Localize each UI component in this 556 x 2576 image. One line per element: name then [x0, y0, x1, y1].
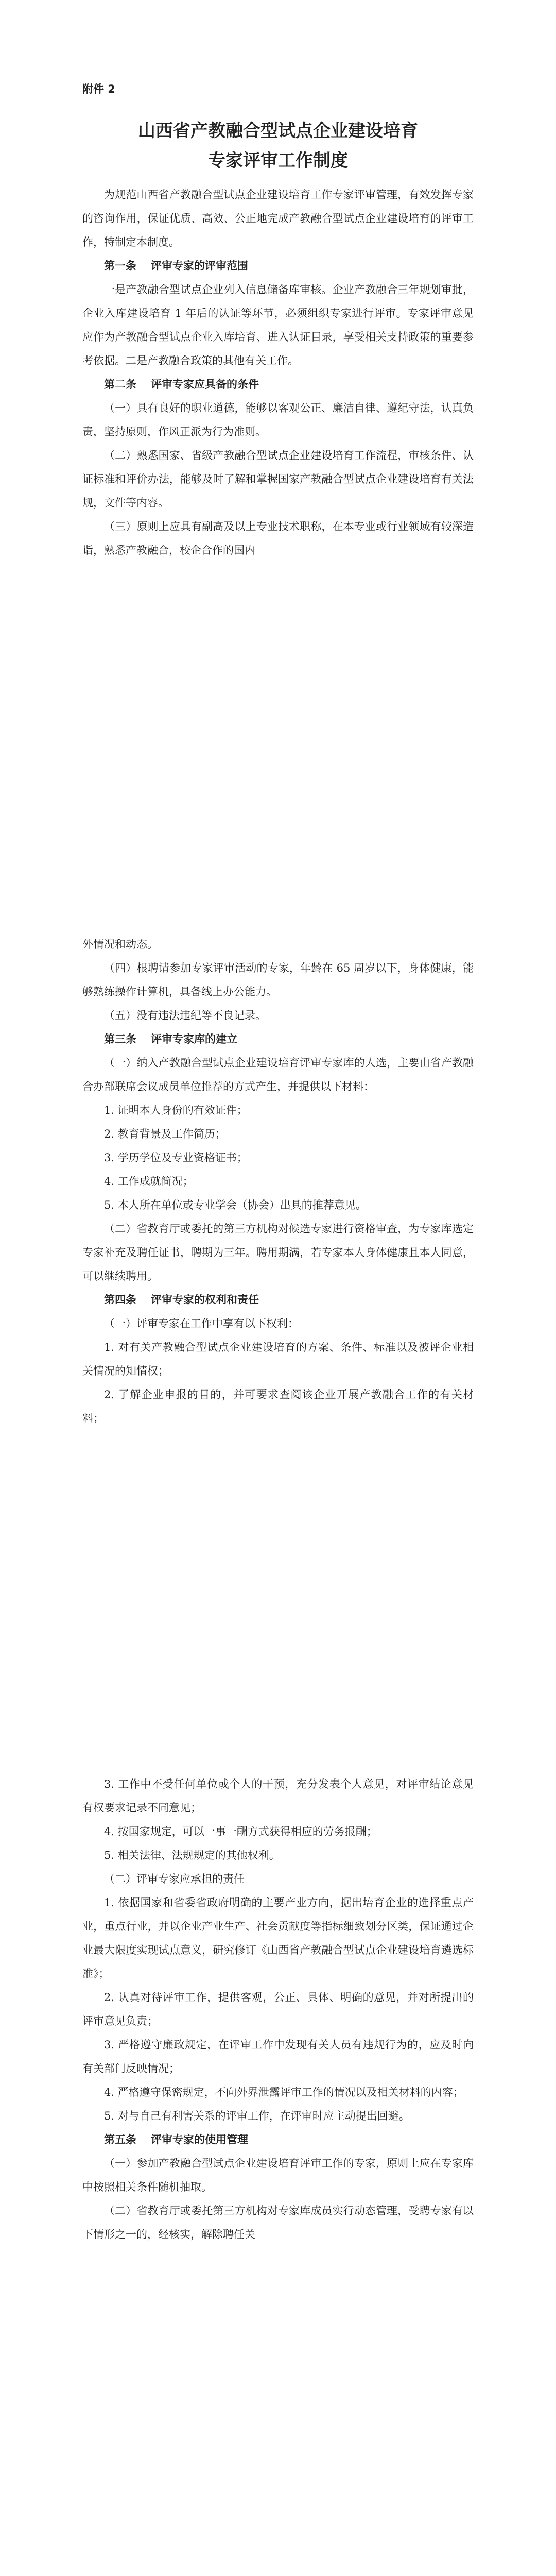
attachment-label: 附件 2 [82, 83, 115, 95]
intro-paragraph: 为规范山西省产教融合型试点企业建设培育工作专家评审管理，有效发挥专家的咨询作用，保证优质、高效、公正地完成产教融合型试点企业建设培育的评审工作，特制定本制度。 [82, 189, 474, 248]
article-title: 评审专家的评审范围 [151, 260, 248, 272]
article-3-paragraph: （二）省教育厅或委托的第三方机构对候选专家进行资格审查，为专家库选定专家补充及聘任证书，聘期为三年。聘用期满，若专家本人身体健康且本人同意，可以继续聘用。 [82, 1223, 474, 1282]
article-4-paragraph: 5. 对与自己有利害关系的评审工作，在评审时应主动提出回避。 [104, 2110, 410, 2122]
article-title: 评审专家应具备的条件 [151, 378, 259, 391]
article-4-paragraph: （一）评审专家在工作中享有以下权利： [104, 1317, 299, 1330]
article-2-paragraph: （五）没有违法违纪等不良记录。 [104, 1009, 266, 1022]
article-title: 评审专家的权利和责任 [151, 1294, 259, 1306]
article-4-paragraph: 1. 对有关产教融合型试点企业建设培育的方案、条件、标准以及被评企业相关情况的知情权； [82, 1341, 474, 1377]
article-3-paragraph: 4. 工作成就简况； [104, 1175, 194, 1188]
article-4-paragraph: 2. 了解企业申报的目的，并可要求查阅该企业开展产教融合工作的有关材料； [82, 1388, 474, 1425]
text-block-2 [82, 933, 474, 1430]
title-line-1: 山西省产教融合型试点企业建设培育 [138, 121, 418, 141]
article-4-paragraph: （二）评审专家应承担的责任 [104, 1873, 245, 1885]
article-2-heading [82, 372, 474, 396]
article-3-paragraph: 5. 本人所在单位或专业学会（协会）出具的推荐意见。 [104, 1199, 367, 1211]
text-block-3 [82, 1772, 474, 2246]
article-2-paragraph: （三）原则上应具有副高及以上专业技术职称，在本专业或行业领域有较深造诣，熟悉产教融合，校企合作的国内 [82, 520, 474, 556]
article-4-paragraph: 1. 依据国家和省委省政府明确的主要产业方向，据出培育企业的选择重点产业，重点行业，并以企业产业生产、社会贡献度等指标细致划分区类，保证通过企业最大限度实现试点意义，研究修订《山西省产教融合型试点企业建设培育遴选标准》； [82, 1896, 474, 1980]
article-4-paragraph: 5. 相关法律、法规规定的其他权利。 [104, 1849, 280, 1861]
document-title [0, 116, 556, 176]
article-4-paragraph: 3. 工作中不受任何单位或个人的干预，充分发表个人意见，对评审结论意见有权要求记录不同意见； [82, 1778, 474, 1814]
article-4-paragraph: 4. 按国家规定，可以一事一酬方式获得相应的劳务报酬； [104, 1825, 377, 1838]
text-block-1 [82, 183, 474, 562]
article-number: 第四条 [104, 1294, 136, 1306]
article-4-paragraph: 3. 严格遵守廉政规定，在评审工作中发现有关人员有违规行为的，应及时向有关部门反映情况； [82, 2039, 474, 2075]
title-line-2: 专家评审工作制度 [208, 150, 348, 171]
article-4-heading [82, 1288, 474, 1312]
article-3-paragraph: 3. 学历学位及专业资格证书； [104, 1151, 248, 1164]
article-2-paragraph: （一）具有良好的职业道德，能够以客观公正、廉洁自律、遵纪守法，认真负责，坚持原则，作风正派为行为准则。 [82, 402, 474, 438]
continued-paragraph: 外情况和动态。 [82, 938, 158, 951]
article-1-heading [82, 254, 474, 278]
article-3-heading [82, 1027, 474, 1051]
article-3-paragraph: 2. 教育背景及工作简历； [104, 1128, 226, 1140]
article-number: 第三条 [104, 1033, 136, 1045]
article-2-paragraph: （二）熟悉国家、省级产教融合型试点企业建设培育工作流程，审核条件、认证标准和评价办法，能够及时了解和掌握国家产教融合型试点企业建设培育有关法规，文件等内容。 [82, 449, 474, 509]
article-title: 评审专家库的建立 [151, 1033, 237, 1045]
article-5-paragraph: （二）省教育厅或委托第三方机构对专家库成员实行动态管理，受聘专家有以下情形之一的，经核实，解除聘任关 [82, 2205, 474, 2241]
article-5-heading [82, 2128, 474, 2151]
article-1-paragraph: 一是产教融合型试点企业列入信息储备库审核。企业产教融合三年规划审批，企业入库建设培育 1 年后的认证等环节，必须组织专家进行评审。专家评审意见应作为产教融合型试点企业入库培育、进入认证目录，享受相关支持政策的重要参考依据。二是产教融合政策的其他有关工作。 [82, 283, 474, 367]
article-number: 第五条 [104, 2133, 136, 2146]
article-4-paragraph: 2. 认真对待评审工作，提供客观，公正、具体、明确的意见，并对所提出的评审意见负责； [82, 1991, 474, 2027]
article-2-paragraph: （四）根聘请参加专家评审活动的专家，年龄在 65 周岁以下，身体健康，能够熟练操作计算机，具备线上办公能力。 [82, 962, 474, 998]
article-number: 第一条 [104, 260, 136, 272]
article-3-paragraph: 1. 证明本人身份的有效证件； [104, 1104, 248, 1116]
article-5-paragraph: （一）参加产教融合型试点企业建设培育评审工作的专家，原则上应在专家库中按照相关条件随机抽取。 [82, 2157, 474, 2193]
article-number: 第二条 [104, 378, 136, 391]
article-title: 评审专家的使用管理 [151, 2133, 248, 2146]
article-4-paragraph: 4. 严格遵守保密规定，不向外界泄露评审工作的情况以及相关材料的内容； [104, 2086, 464, 2098]
article-3-paragraph: （一）纳入产教融合型试点企业建设培育评审专家库的人选，主要由省产教融合办部联席会议成员单位推荐的方式产生，并提供以下材料： [82, 1057, 474, 1093]
